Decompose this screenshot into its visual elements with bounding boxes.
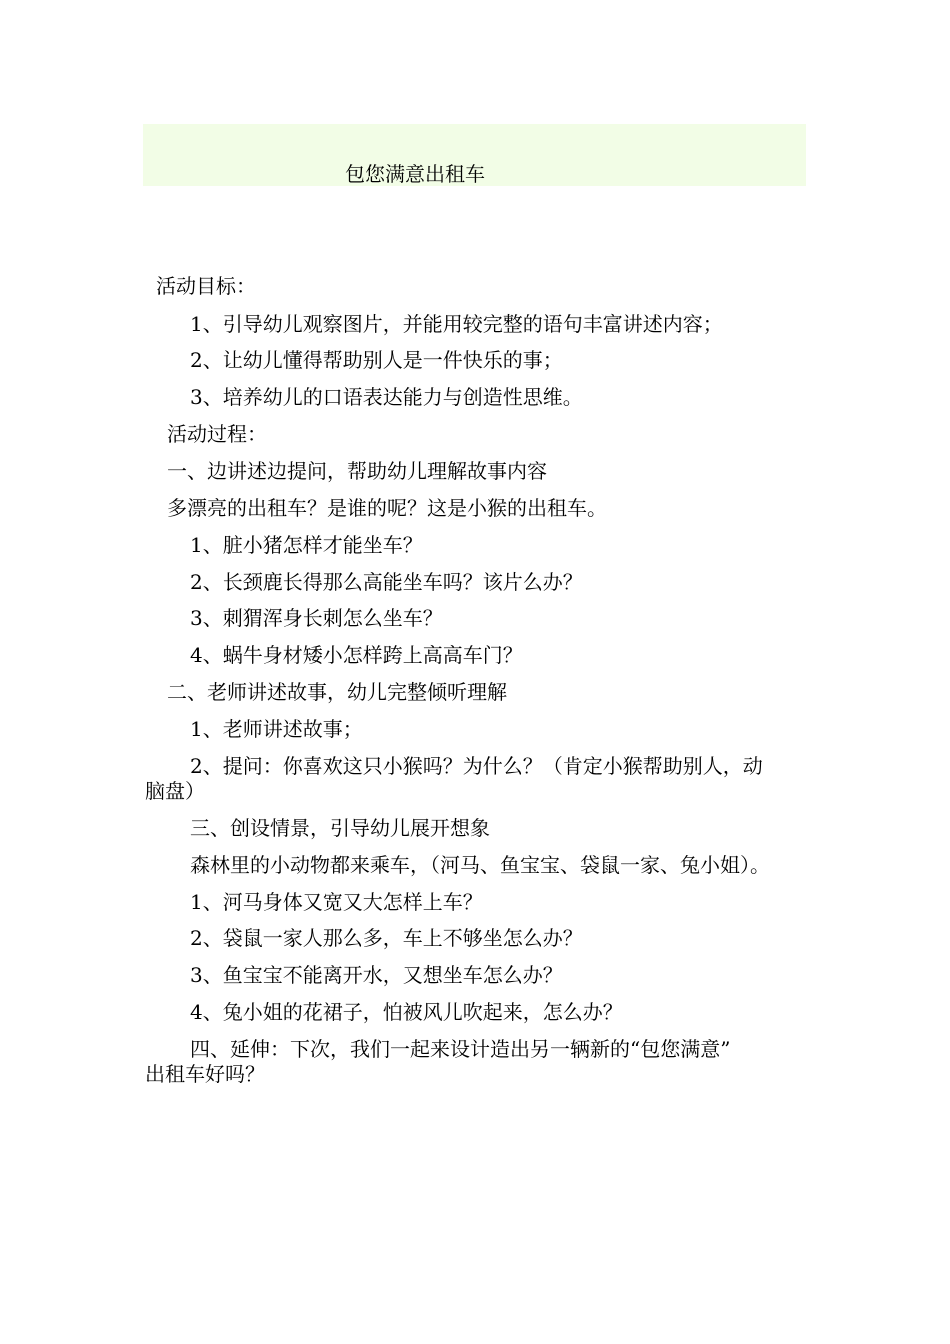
process-step-2-item-2: 2、提问：你喜欢这只小猴吗？为什么？（肯定小猴帮助别人，动 [190,754,763,778]
process-step-2-item-1: 1、老师讲述故事； [190,717,363,741]
question-item: 3、刺猬浑身长刺怎么坐车？ [190,606,443,630]
scenario-item: 3、鱼宝宝不能离开水，又想坐车怎么办？ [190,963,563,987]
scenario-item: 2、袋鼠一家人那么多，车上不够坐怎么办？ [190,926,583,950]
scenario-item: 1、河马身体又宽又大怎样上车？ [190,890,483,914]
section-heading-goals: 活动目标： [156,274,256,298]
process-step-4: 四、延伸：下次，我们一起来设计造出另一辆新的“包您满意” [190,1037,731,1061]
question-item: 2、长颈鹿长得那么高能坐车吗？该片么办？ [190,570,583,594]
process-step-1-heading: 一、边讲述边提问，帮助幼儿理解故事内容 [167,459,547,483]
question-item: 4、蜗牛身材矮小怎样跨上高高车门？ [190,643,523,667]
process-step-3-intro: 森林里的小动物都来乘车，（河马、鱼宝宝、袋鼠一家、兔小姐）。 [190,853,770,877]
process-step-1-intro: 多漂亮的出租车？是谁的呢？这是小猴的出租车。 [167,496,607,520]
goal-item-1: 1、引导幼儿观察图片，并能用较完整的语句丰富讲述内容； [190,312,723,336]
process-step-2-item-2-continued: 脑盘） [145,779,205,803]
goal-item-2: 2、让幼儿懂得帮助别人是一件快乐的事； [190,348,563,372]
document-title: 包您满意出租车 [345,162,485,186]
process-step-3-heading: 三、创设情景，引导幼儿展开想象 [190,816,490,840]
process-step-4-continued: 出租车好吗？ [145,1062,265,1086]
goal-item-3: 3、培养幼儿的口语表达能力与创造性思维。 [190,385,583,409]
scenario-item: 4、兔小姐的花裙子，怕被风儿吹起来，怎么办？ [190,1000,623,1024]
process-step-2-heading: 二、老师讲述故事，幼儿完整倾听理解 [167,680,507,704]
section-heading-process: 活动过程： [167,422,267,446]
question-item: 1、脏小猪怎样才能坐车？ [190,533,423,557]
